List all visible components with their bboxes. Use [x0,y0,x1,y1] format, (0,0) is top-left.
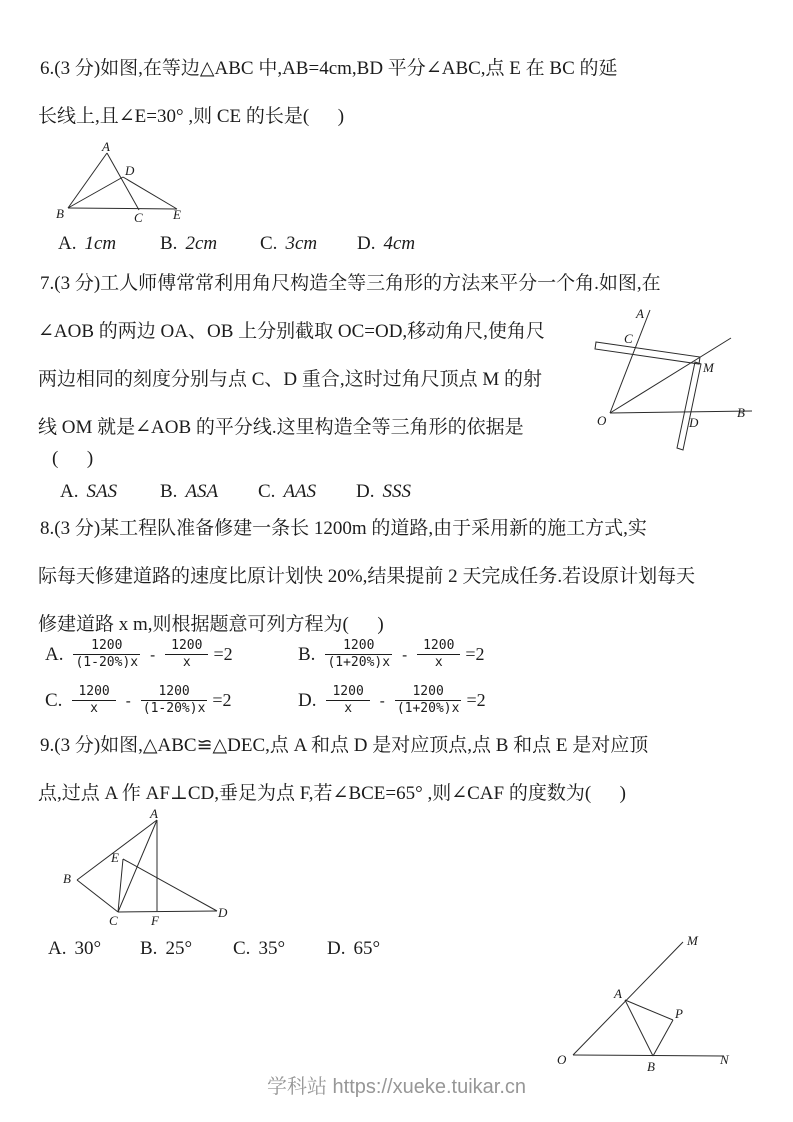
q9-option-c: C. 35° [233,938,286,959]
q9-label-d: D [218,905,228,920]
q6-option-b: B. 2cm [160,233,218,254]
q7-line-5: ( ) [52,448,94,469]
q8-option-a: A. $\frac{1200}{(1-20\%)x}$ - $\frac{1200}{x}$ =2 [45,638,233,671]
q6-label-b: B [56,206,64,221]
q7-label-m: M [703,360,714,375]
fraction: $\frac{1200}{(1+20\%)x}$ [327,638,391,671]
q7-label-a: A [636,306,644,321]
q9-label-a: A [150,806,158,821]
q10-label-a: A [614,986,622,1001]
fraction: $\frac{1200}{(1-20\%)x}$ [142,684,206,717]
q10-label-p: P [675,1006,683,1021]
site-watermark: 学科站 https://xueke.tuikar.cn [267,1076,526,1098]
q8-line-1: 8.(3 分)某工程队准备修建一条长 1200m 的道路,由于采用新的施工方式,实 [40,518,647,539]
q9-label-b: B [63,871,71,886]
fraction: $\frac{1200}{x}$ [417,638,460,672]
q6-label-e: E [173,207,181,222]
q10-label-b: B [647,1059,655,1074]
q6-triangle-figure [50,138,195,233]
q9-congruent-triangles-figure [50,806,235,936]
q6-line-2: 长线上,且∠E=30° ,则 CE 的长是( ) [38,106,345,127]
q8-line-2: 际每天修建道路的速度比原计划快 20%,结果提前 2 天完成任务.若设原计划每天 [38,566,696,587]
q7-line-4: 线 OM 就是∠AOB 的平分线.这里构造全等三角形的依据是 [38,417,524,438]
fraction: $\frac{1200}{x}$ [326,684,369,718]
q10-angle-figure [548,922,788,1082]
q9-line-2: 点,过点 A 作 AF⊥CD,垂足为点 F,若∠BCE=65° ,则∠CAF 的度数为( ) [38,783,626,804]
q7-angle-ruler-figure [588,295,793,460]
q9-option-b: B. 25° [140,938,193,959]
q9-label-c: C [109,913,118,928]
q10-label-n: N [720,1052,729,1067]
q7-line-2: ∠AOB 的两边 OA、OB 上分别截取 OC=OD,移动角尺,使角尺 [38,321,545,342]
q10-label-m: M [687,933,698,948]
q6-label-d: D [125,163,135,178]
q7-line-1: 7.(3 分)工人师傅常常利用角尺构造全等三角形的方法来平分一个角.如图,在 [40,273,661,294]
q7-label-b: B [737,405,745,420]
q6-option-c: C. 3cm [260,233,318,254]
q7-line-3: 两边相同的刻度分别与点 C、D 重合,这时过角尺顶点 M 的射 [38,369,543,390]
q9-line-1: 9.(3 分)如图,△ABC≌△DEC,点 A 和点 D 是对应顶点,点 B 和点 E 是对应顶 [40,735,649,756]
q6-label-a: A [102,139,110,154]
q7-label-c: C [624,331,633,346]
q8-option-d: D. $\frac{1200}{x}$ - $\frac{1200}{(1+20\%)x}$ =2 [298,684,486,717]
q7-option-c: C. AAS [258,481,317,502]
q9-label-e: E [111,850,119,865]
q8-line-3: 修建道路 x m,则根据题意可列方程为( ) [38,614,384,635]
q8-option-c: C. $\frac{1200}{x}$ - $\frac{1200}{(1-20\%)x}$ =2 [45,684,232,717]
fraction: $\frac{1200}{x}$ [165,638,208,672]
q10-label-o: O [557,1052,567,1067]
fraction: $\frac{1200}{(1-20\%)x}$ [75,638,139,671]
fraction: $\frac{1200}{(1+20\%)x}$ [396,684,460,717]
q6-label-c: C [134,210,143,225]
q6-option-d: D. 4cm [357,233,416,254]
q7-label-d: D [689,415,699,430]
q9-label-f: F [151,913,159,928]
q9-option-d: D. 65° [327,938,381,959]
fraction: $\frac{1200}{x}$ [72,684,115,718]
q6-option-a: A. 1cm [58,233,117,254]
q9-option-a: A. 30° [48,938,102,959]
q6-line-1: 6.(3 分)如图,在等边△ABC 中,AB=4cm,BD 平分∠ABC,点 E 在 BC 的延 [40,58,618,79]
q7-label-o: O [597,413,607,428]
q7-option-d: D. SSS [356,481,411,502]
q7-option-a: A. SAS [60,481,118,502]
q8-option-b: B. $\frac{1200}{(1+20\%)x}$ - $\frac{1200}{x}$ =2 [298,638,485,671]
q7-option-b: B. ASA [160,481,219,502]
